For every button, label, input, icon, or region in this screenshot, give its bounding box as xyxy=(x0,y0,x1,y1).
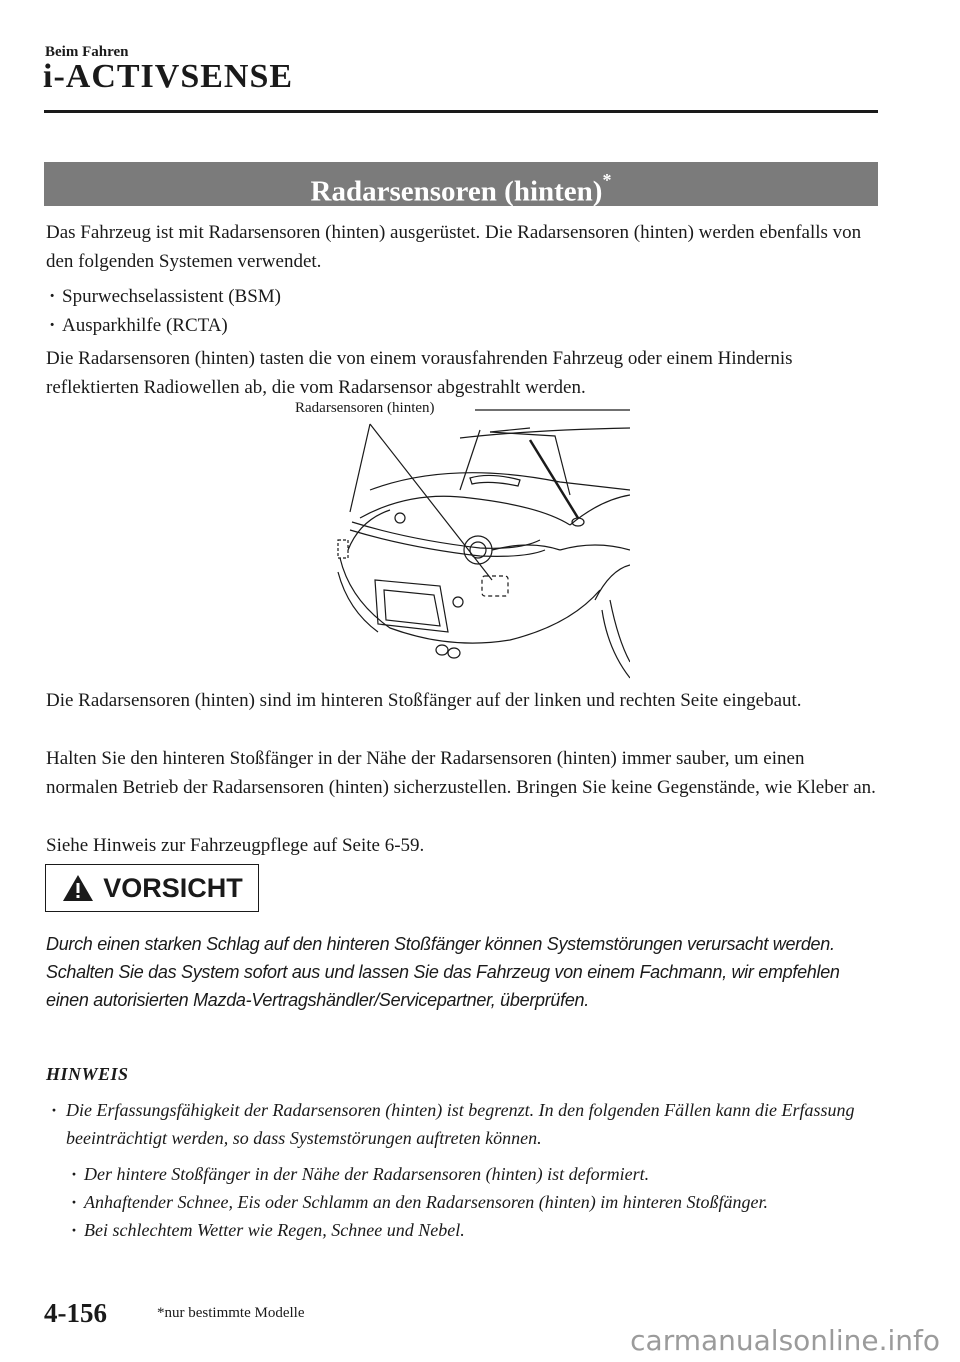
figure-label: Radarsensoren (hinten) xyxy=(295,400,435,416)
note-list xyxy=(46,1096,876,1152)
watermark: carmanualsonline.info xyxy=(630,1324,940,1357)
caution-label: VORSICHT xyxy=(103,872,243,903)
list-item: · Bei schlechtem Wetter wie Regen, Schnee und Nebel. xyxy=(68,1216,868,1244)
list-item: · Spurwechselassistent (BSM) xyxy=(46,282,876,311)
maintenance-paragraph: Halten Sie den hinteren Stoßfänger in der Nähe der Radarsensoren (hinten) immer sauber, um einen normalen Betrieb der Radarsensoren (hinten) sicherzustellen. Bringen Sie keine Gegenstände, wie Kleber an. xyxy=(46,748,876,798)
location-paragraph: Die Radarsensoren (hinten) sind im hinteren Stoßfänger auf der linken und rechten Seite eingebaut. xyxy=(46,690,802,711)
footnote-marker: * xyxy=(602,170,612,190)
chapter-title: i-ACTIVSENSE xyxy=(43,58,294,95)
page-title-text: Radarsensoren (hinten) xyxy=(310,175,603,208)
header-divider xyxy=(44,110,878,113)
section-label: Beim Fahren xyxy=(45,44,129,60)
footnote: *nur bestimmte Modelle xyxy=(157,1305,305,1321)
page-number: 4-156 xyxy=(44,1298,107,1328)
list-item: · Anhaftender Schnee, Eis oder Schlamm an den Radarsensoren (hinten) im hinteren Stoßfänger. xyxy=(68,1188,868,1216)
page-title xyxy=(44,162,878,206)
reference-paragraph: Siehe Hinweis zur Fahrzeugpflege auf Seite 6-59. xyxy=(46,835,425,856)
warning-triangle-icon xyxy=(61,873,95,903)
caution-text: Durch einen starken Schlag auf den hinteren Stoßfänger können Systemstörungen verursacht werden. Schalten Sie das System sofort aus und lassen Sie das Fahrzeug von einem Fachmann, wir empfehlen einen autorisierten Mazda-Vertragshändler/Servicepartner, überprüfen. xyxy=(46,934,840,1010)
systems-list xyxy=(46,282,876,340)
intro-paragraph: Das Fahrzeug ist mit Radarsensoren (hinten) ausgerüstet. Die Radarsensoren (hinten) werden ebenfalls von den folgenden Systemen verwendet. xyxy=(46,222,862,272)
list-item: · Die Erfassungsfähigkeit der Radarsensoren (hinten) ist begrenzt. In den folgenden Fällen kann die Erfassung beeinträchtigt werden, so dass Systemstörungen auftreten können. xyxy=(46,1096,876,1152)
note-heading: HINWEIS xyxy=(46,1064,129,1084)
caution-box xyxy=(45,864,259,912)
note-sublist xyxy=(68,1160,868,1244)
rear-car-illustration xyxy=(330,400,630,682)
list-item: · Der hintere Stoßfänger in der Nähe der Radarsensoren (hinten) ist deformiert. xyxy=(68,1160,868,1188)
description-paragraph: Die Radarsensoren (hinten) tasten die von einem vorausfahrenden Fahrzeug oder einem Hindernis reflektierten Radiowellen ab, die vom Radarsensor abgestrahlt werden. xyxy=(46,348,793,398)
list-item: · Ausparkhilfe (RCTA) xyxy=(46,311,876,340)
